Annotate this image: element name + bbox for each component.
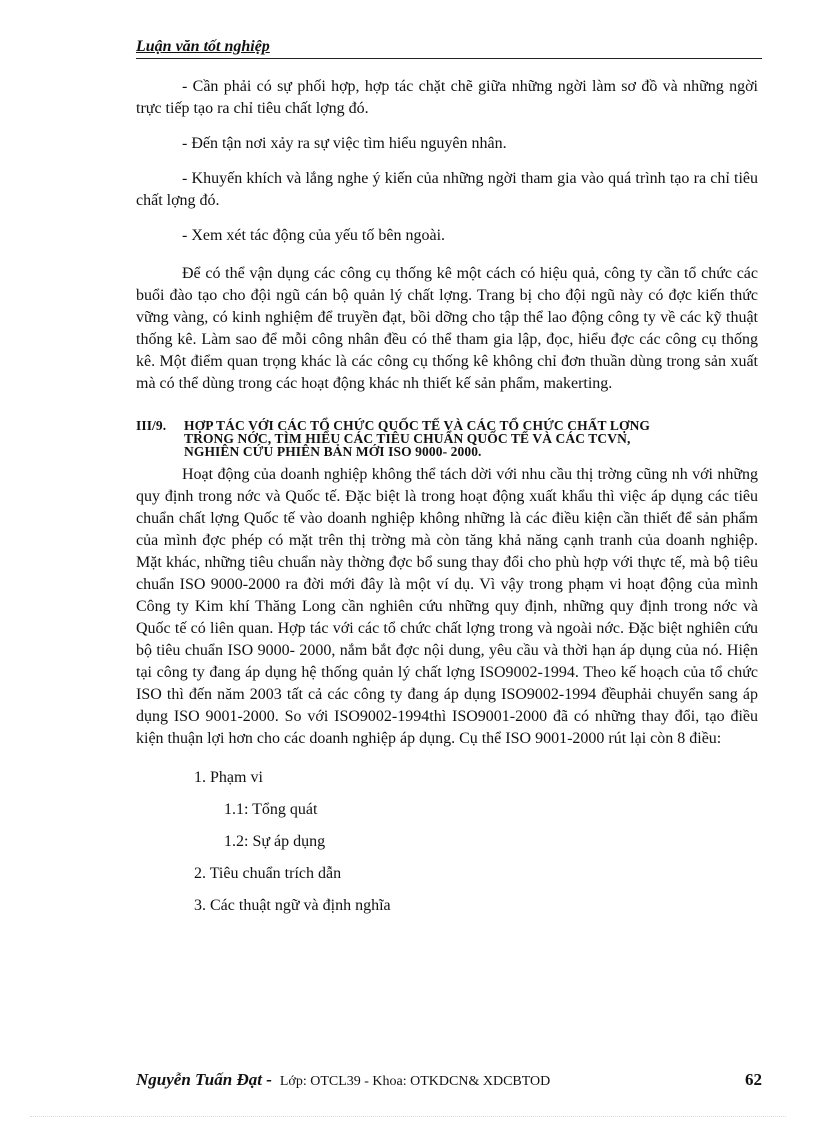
body-paragraph: Để có thể vận dụng các công cụ thống kê một cách có hiệu quả, công ty cần tổ chức các buổi đào tạo cho đội ngũ cán bộ quản lý chất lợng. Trang bị cho đội ngũ này có đợc kiến thức vững vàng, có kinh nghiệm để truyền đạt, bồi dỡng cho tập thể lao động công ty về các kỹ thuật thống kê. Làm sao để mỗi công nhân đều có thể tham gia lập, đọc, hiểu đợc các công cụ thống kê. Một điểm quan trọng khác là các công cụ thống kê không chỉ đơn thuần dùng trong sản xuất mà có thể dùng trong các hoạt động khác nh thiết kế sản phẩm, makerting. xyxy=(136,265,758,392)
page-number: 62 xyxy=(745,1070,762,1089)
list-item: 2. Tiêu chuẩn trích dẫn xyxy=(194,865,342,882)
bullet-paragraph: - Xem xét tác động của yếu tố bên ngoài. xyxy=(182,227,446,244)
bullet-paragraph: - Đến tận nơi xảy ra sự việc tìm hiểu nguyên nhân. xyxy=(182,135,507,152)
page-body xyxy=(136,76,758,922)
bullet-paragraph: - Cần phải có sự phối hợp, hợp tác chặt chẽ giữa những ngời làm sơ đồ và những ngời trực tiếp tạo ra chỉ tiêu chất lợng đó. xyxy=(136,78,758,117)
section-body-paragraph: Hoạt động của doanh nghiệp không thể tách dời với nhu cầu thị trờng cũng nh với những quy định trong nớc và Quốc tế. Đặc biệt là trong hoạt động xuất khẩu thì việc áp dụng các tiêu chuẩn chất lợng Quốc tế vào doanh nghiệp không những là các điều kiện cần thiết để sản phẩm của mình đợc phép có mặt trên thị trờng mà còn tăng khả năng cạnh tranh của doanh nghiệp. Mặt khác, những tiêu chuẩn này thờng đợc bổ sung thay đổi cho phù hợp với thực tế, mà bộ tiêu chuẩn ISO 9000-2000 ra đời mới đây là một ví dụ. Vì vậy trong phạm vi hoạt động của mình Công ty Kim khí Thăng Long cần nghiên cứu những quy định, những quy định trong nớc và Quốc tế có liên quan. Hợp tác với các tổ chức chất lợng trong và ngoài nớc. Đặc biệt nghiên cứu bộ tiêu chuẩn ISO 9000- 2000, nắm bắt đợc nội dung, yêu cầu và thời hạn áp dụng của nó. Hiện tại công ty đang áp dụng hệ thống quản lý chất lợng ISO9002-1994. Theo kế hoạch của tổ chức ISO thì đến năm 2003 tất cả các công ty đang áp dụng ISO9002-1994 đềuphải chuyển sang áp dụng ISO 9001-2000. So với ISO9002-1994thì ISO9001-2000 đã có những thay đổi, tạo điều kiện thuận lợi hơn cho các doanh nghiệp áp dụng. Cụ thể ISO 9001-2000 rút lại còn 8 điều: xyxy=(136,466,758,747)
page-header xyxy=(136,36,762,59)
list-item: 1.2: Sự áp dụng xyxy=(224,833,326,850)
list-item: 3. Các thuật ngữ và định nghĩa xyxy=(194,897,391,914)
header-title: Luận văn tốt nghiệp xyxy=(136,38,270,55)
section-number: III/9. xyxy=(136,418,167,433)
section-heading-line: TRONG NỚC, TÌM HIỂU CÁC TIÊU CHUẨN QUỐC TẾ VÀ CÁC TCVN, xyxy=(184,431,631,446)
footer-class-info: Lớp: OTCL39 - Khoa: OTKDCN& XDCBTOD xyxy=(279,1074,551,1089)
article-list xyxy=(136,762,758,922)
section-heading-line: HỢP TÁC VỚI CÁC TỔ CHỨC QUỐC TẾ VÀ CÁC TỔ CHỨC CHẤT LỢNG xyxy=(184,418,651,433)
list-item: 1. Phạm vi xyxy=(194,769,263,786)
section-heading-line: NGHIÊN CỨU PHIÊN BẢN MỚI ISO 9000- 2000. xyxy=(184,444,482,459)
bottom-divider xyxy=(30,1116,786,1117)
page-footer xyxy=(136,1070,762,1094)
footer-author: Nguyễn Tuấn Đạt - xyxy=(136,1070,272,1089)
list-item: 1.1: Tổng quát xyxy=(224,801,318,818)
bullet-paragraph: - Khuyến khích và lắng nghe ý kiến của những ngời tham gia vào quá trình tạo ra chỉ tiêu chất lợng đó. xyxy=(136,170,758,209)
section-heading xyxy=(136,419,758,458)
